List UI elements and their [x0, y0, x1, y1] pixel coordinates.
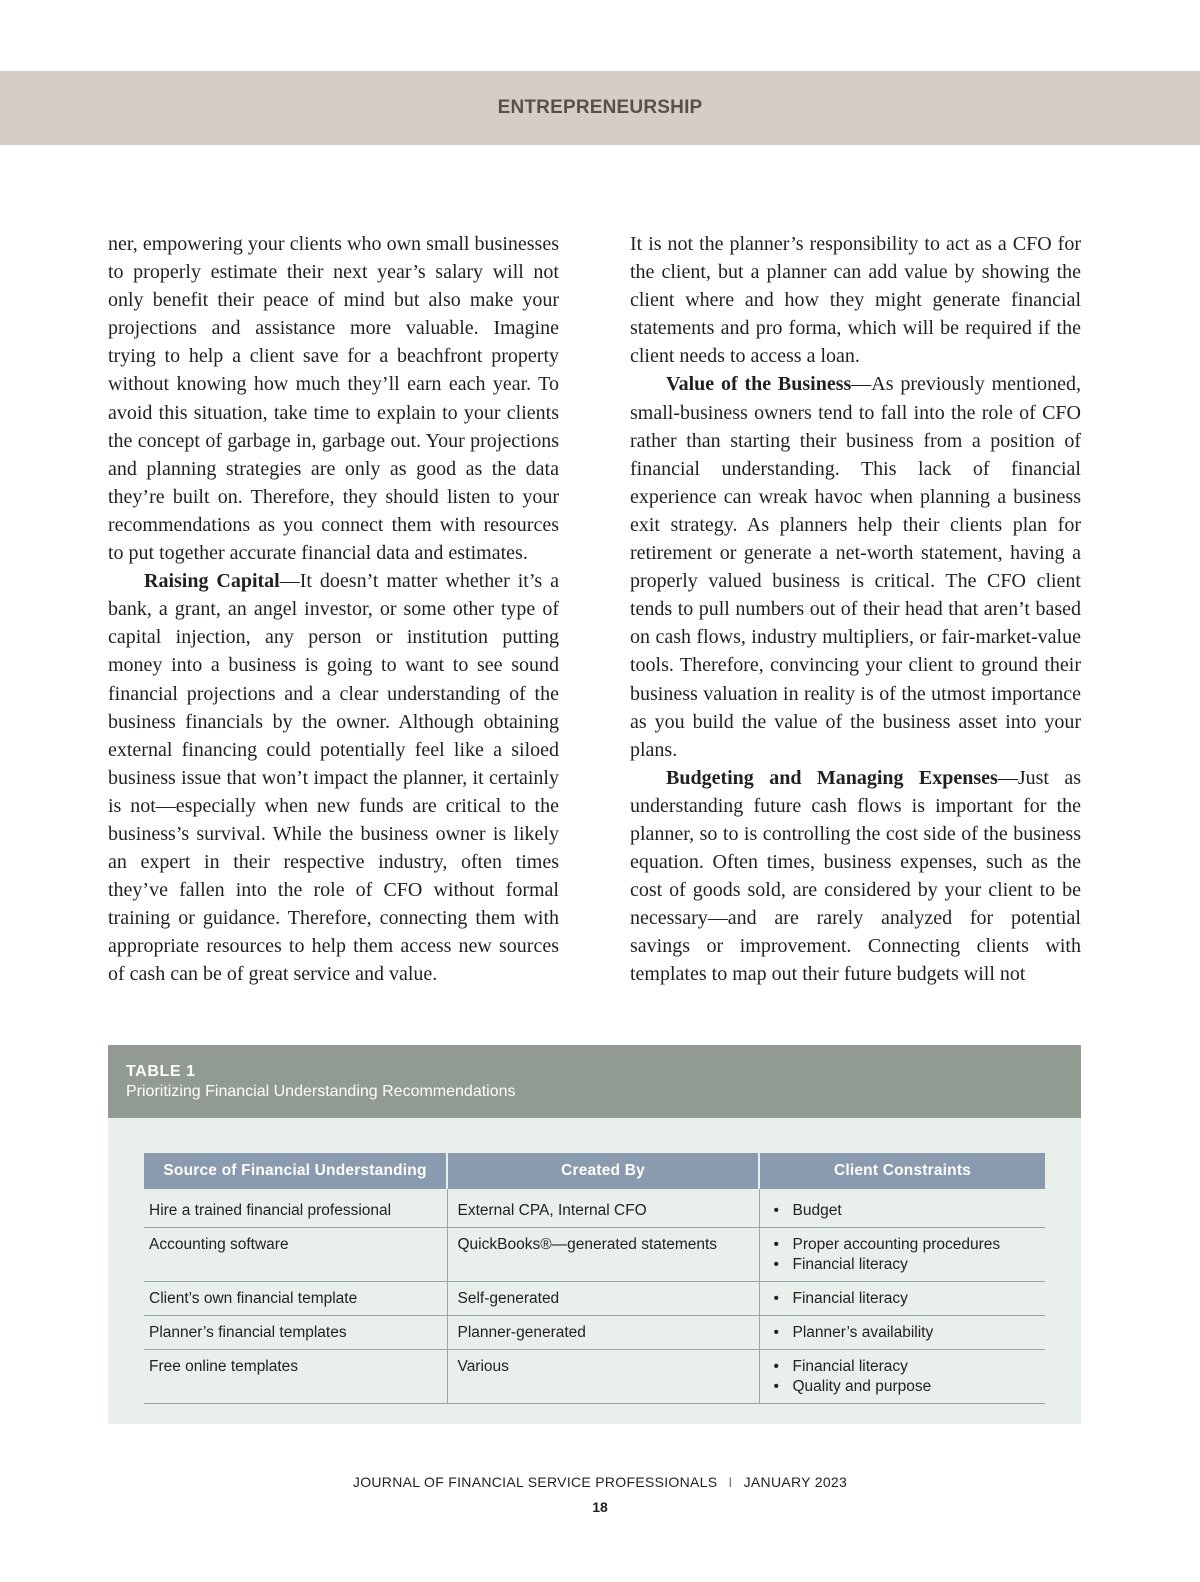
section-title: ENTREPRENEURSHIP [497, 97, 703, 118]
paragraph [630, 370, 1081, 763]
table-row [144, 1316, 1045, 1350]
list-item: • Budget [772, 1201, 1036, 1221]
table-caption [108, 1045, 1081, 1118]
constraint-list [772, 1235, 1036, 1275]
table-title: Prioritizing Financial Understanding Recommendations [126, 1083, 516, 1100]
table-cell: External CPA, Internal CFO [447, 1189, 759, 1228]
table-panel [108, 1045, 1081, 1424]
constraint-list [772, 1289, 1036, 1309]
constraint-list [772, 1323, 1036, 1343]
journal-name: JOURNAL OF FINANCIAL SERVICE PROFESSIONALS [352, 1474, 718, 1490]
table-cell [759, 1189, 1045, 1228]
table-cell: Various [447, 1350, 759, 1404]
page-footer [0, 1474, 1200, 1490]
paragraph-body: —As previously mentioned, small-business owners tend to fall into the role of CFO rather than starting their business from a position of financial understanding. This lack of financial experience can wreak havoc when planning a business exit strategy. As planners help their clients plan for retirement or generate a net-worth statement, having a properly valued business is critical. The CFO client tends to pull numbers out of their head that aren’t based on cash flows, industry multipliers, or fair-market-value tools. Therefore, convincing your client to ground their business valuation in reality is of the utmost importance as you build the value of the business asset into your plans. [630, 373, 1081, 761]
column-header: Created By [447, 1153, 759, 1189]
list-item: • Financial literacy [772, 1357, 1036, 1377]
footer-separator: I [728, 1474, 733, 1490]
list-item: • Financial literacy [772, 1255, 1036, 1275]
run-in-heading: Budgeting and Managing Expenses [666, 766, 998, 789]
table-cell [759, 1228, 1045, 1282]
paragraph [108, 567, 559, 988]
run-in-heading: Value of the Business [666, 373, 852, 396]
table-row [144, 1189, 1045, 1228]
constraint-list [772, 1201, 1036, 1221]
table-cell [759, 1282, 1045, 1316]
table-cell [759, 1350, 1045, 1404]
paragraph: ner, empowering your clients who own small businesses to properly estimate their next year’s salary will not only benefit their peace of mind but also make your projections and assistance more valuable. Imagine trying to help a client save for a beachfront property without knowing how much they’ll earn each year. To avoid this situation, take time to explain to your clients the concept of garbage in, garbage out. Your projections and planning strategies are only as good as the data they’re built on. Therefore, they should listen to your recommendations as you connect them with resources to put together accurate financial data and estimates. [108, 233, 559, 565]
table-cell: Free online templates [144, 1350, 447, 1404]
issue-date: JANUARY 2023 [743, 1474, 848, 1490]
paragraph-body: —Just as understanding future cash flows is important for the planner, so to is controlling the cost side of the business equation. Often times, business expenses, such as the cost of goods sold, are considered by your client to be necessary—and are rarely analyzed for potential savings or improvement. Connecting clients with templates to map out their future budgets will not [630, 766, 1081, 986]
column-header: Client Constraints [759, 1153, 1045, 1189]
table-row [144, 1350, 1045, 1404]
page-number: 18 [592, 1499, 608, 1515]
paragraph-body: —It doesn’t matter whether it’s a bank, a grant, an angel investor, or some other type of capital injection, any person or institution putting money into a business is going to want to see sound financial projections and a clear understanding of the business financials by the owner. Although obtaining external financing could potentially feel like a siloed business issue that won’t impact the planner, it certainly is not—especially when new funds are critical to the business’s survival. While the business owner is likely an expert in their respective industry, often times they’ve fallen into the role of CFO without formal training or guidance. Therefore, connecting them with appropriate resources to help them access new sources of cash can be of great service and value. [108, 570, 559, 986]
left-column [108, 230, 559, 989]
recommendations-table [144, 1153, 1045, 1404]
list-item: • Quality and purpose [772, 1377, 1036, 1397]
column-header: Source of Financial Understanding [144, 1153, 447, 1189]
table-cell: Client’s own financial template [144, 1282, 447, 1316]
run-in-heading: Raising Capital [144, 570, 280, 593]
list-item: • Planner’s availability [772, 1323, 1036, 1343]
list-item: • Financial literacy [772, 1289, 1036, 1309]
table-number: TABLE 1 [126, 1063, 196, 1080]
paragraph [630, 764, 1081, 989]
table-cell: Self-generated [447, 1282, 759, 1316]
table-cell: Accounting software [144, 1228, 447, 1282]
table-row [144, 1282, 1045, 1316]
table-cell: Planner-generated [447, 1316, 759, 1350]
table-header-row [144, 1153, 1045, 1189]
table-cell: Planner’s financial templates [144, 1316, 447, 1350]
table-cell: QuickBooks®—generated statements [447, 1228, 759, 1282]
constraint-list [772, 1357, 1036, 1397]
list-item: • Proper accounting procedures [772, 1235, 1036, 1255]
paragraph: It is not the planner’s responsibility to act as a CFO for the client, but a planner can add value by showing the client where and how they might generate financial statements and pro forma, which will be required if the client needs to access a loan. [630, 233, 1081, 368]
table-row [144, 1228, 1045, 1282]
right-column [630, 230, 1081, 989]
section-header-band [0, 71, 1200, 145]
table-cell [759, 1316, 1045, 1350]
table-cell: Hire a trained financial professional [144, 1189, 447, 1228]
